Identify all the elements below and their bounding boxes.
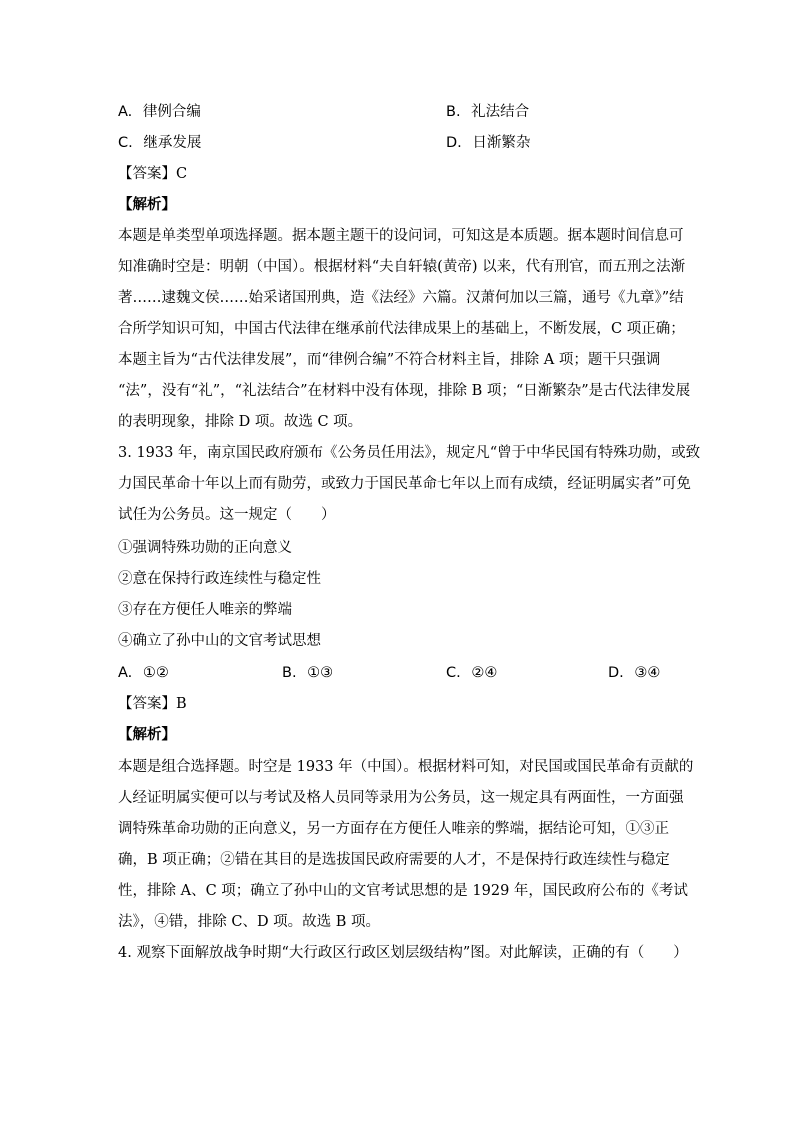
analysis-line: 法》，④错，排除 C、D 项。故选 B 项。 [118,914,381,930]
option-b [282,663,333,683]
analysis-line: 本题主旨为“古代法律发展”，而“律例合编”不符合材料主旨，排除 A 项；题干只强调 [118,352,661,368]
option-d [446,133,530,153]
question-stem: 3. 1933 年，南京国民政府颁布《公务员任用法》，规定凡“曾于中华民国有特殊功勋，或致 [118,445,701,461]
option-d-letter: D. [446,135,462,151]
option-c [118,133,201,153]
question-stem: 力国民革命十年以上而有勋劳，或致力于国民革命七年以上而有成绩，经证明属实者”可免 [118,476,691,492]
option-d [608,663,660,683]
option-c [446,663,497,683]
option-d-text: ③④ [634,665,661,681]
option-c-letter: C. [446,665,461,681]
question-stem: 试任为公务员。这一规定（ ） [118,507,336,523]
option-b-text: 礼法结合 [471,104,530,120]
analysis-line: 确，B 项正确；②错在其目的是选拔国民政府需要的人才，不是保持行政连续性与稳定 [118,852,670,868]
answer-label: 【答案】B [118,696,187,712]
option-a-letter: A. [118,665,133,681]
option-a-text: 律例合编 [142,104,201,120]
answer-label: 【答案】C [118,166,188,182]
option-c-text: ②④ [471,665,498,681]
analysis-line: 本题是组合选择题。时空是 1933 年（中国）。根据材料可知，对民国或国民革命有贡献的 [118,759,694,775]
analysis-line: 性，排除 A、C 项；确立了孙中山的文官考试思想的是 1929 年，国民政府公布的《考试 [118,883,688,899]
analysis-line: 著……逮魏文侯……始采诸国刑典，造《法经》六篇。汉萧何加以三篇，通号《九章》”结 [118,290,684,306]
option-b [446,102,529,122]
option-c-text: 继承发展 [143,135,202,151]
statement-item: ③存在方便任人唯亲的弊端 [118,602,292,618]
option-c-letter: C. [118,135,133,151]
analysis-line: “法”，没有“礼”，“礼法结合”在材料中没有体现，排除 B 项；“日渐繁杂”是古代法律发展 [118,383,691,399]
option-b-letter: B. [446,104,461,120]
analysis-line: 人经证明属实便可以与考试及格人员同等录用为公务员，这一规定具有两面性，一方面强 [118,790,684,806]
analysis-label: 【解析】 [118,726,176,743]
option-a-text: ①② [142,665,169,681]
option-a [118,663,169,683]
option-b-letter: B. [282,665,297,681]
analysis-line: 知准确时空是：明朝（中国）。根据材料“夫自轩辕(黄帝) 以来，代有刑官，而五刑之法渐 [118,259,686,275]
question-stem: 4. 观察下面解放战争时期“大行政区行政区划层级结构”图。对此解读，正确的有（ ） [118,945,688,961]
analysis-line: 合所学知识可知，中国古代法律在继承前代法律成果上的基础上，不断发展，C 项正确； [118,321,685,337]
analysis-line: 调特殊革命功勋的正向意义，另一方面存在方便任人唯亲的弊端，据结论可知，①③正 [118,821,669,837]
analysis-label: 【解析】 [118,196,176,213]
statement-item: ①强调特殊功勋的正向意义 [118,540,292,556]
analysis-line: 本题是单类型单项选择题。据本题主题干的设问词，可知这是本质题。据本题时间信息可 [118,228,684,244]
option-a [118,102,201,122]
statement-item: ②意在保持行政连续性与稳定性 [118,571,321,587]
option-a-letter: A. [118,104,133,120]
analysis-line: 的表明现象，排除 D 项。故选 C 项。 [118,414,363,430]
option-d-letter: D. [608,665,624,681]
option-d-text: 日渐繁杂 [472,135,531,151]
statement-item: ④确立了孙中山的文官考试思想 [118,633,321,649]
option-b-text: ①③ [307,665,334,681]
